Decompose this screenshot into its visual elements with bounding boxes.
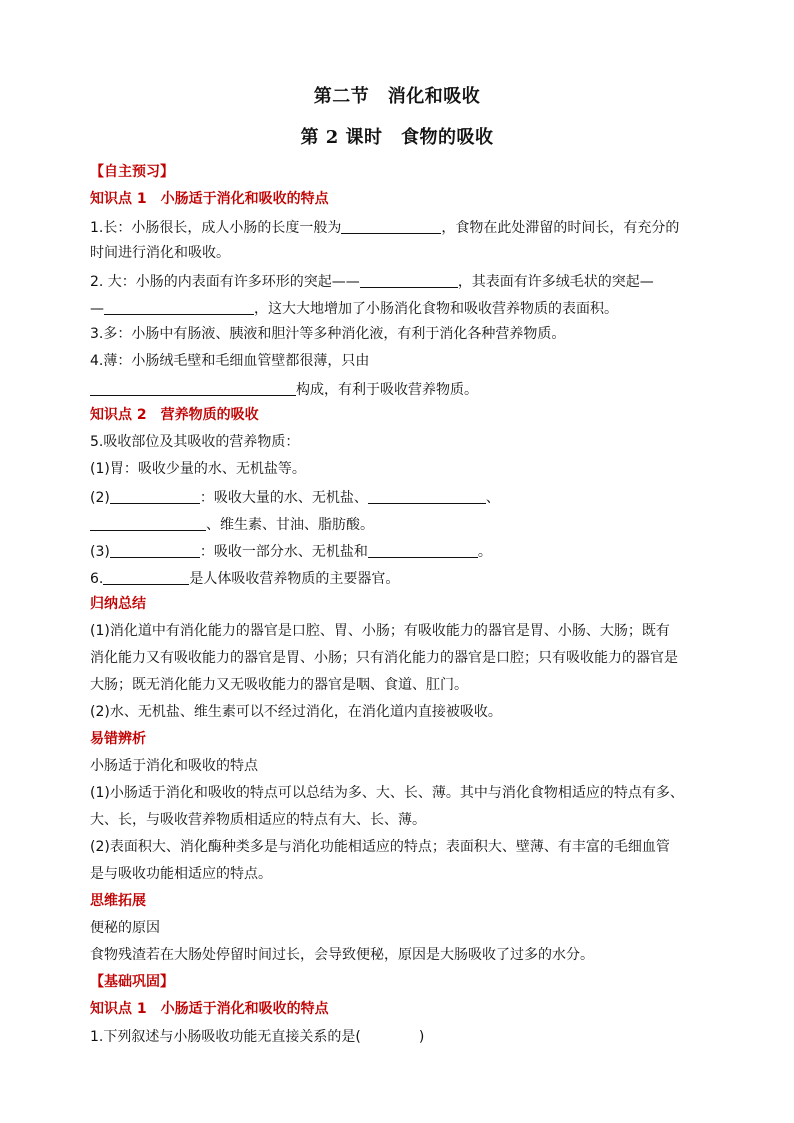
question-2-text-a: 2. 大：小肠的内表面有许多环形的突起—— [90, 274, 360, 290]
question-2-dash: — [90, 301, 104, 317]
answer-blank[interactable] [341, 219, 441, 234]
expand-body: 食物残渣若在大肠处停留时间过长，会导致便秘，原因是大肠吸收了过多的水分。 [90, 947, 594, 963]
section-title: 第二节 消化和吸收 [313, 86, 481, 107]
mistakes-2-continued: 是与吸收功能相适应的特点。 [90, 866, 272, 882]
question-4: 4.薄：小肠绒毛壁和毛细血管壁都很薄，只由 [90, 353, 370, 369]
answer-blank[interactable] [110, 489, 200, 504]
answer-blank[interactable] [104, 300, 254, 315]
question-2-continued [90, 300, 618, 316]
answer-blank[interactable] [368, 543, 478, 558]
question-5-part-1: (1)胃：吸收少量的水、无机盐等。 [90, 461, 306, 477]
question-5-part-2-label: (2) [90, 490, 110, 506]
question-1 [90, 219, 679, 235]
question-5-part-3-text-b: ：吸收一部分水、无机盐和 [199, 544, 368, 560]
question-1-text-a: 1.长：小肠很长，成人小肠的长度一般为 [90, 220, 342, 236]
question-5: 5.吸收部位及其吸收的营养物质： [90, 434, 300, 450]
mistakes-topic: 小肠适于消化和吸收的特点 [90, 758, 258, 774]
summary-2: (2)水、无机盐、维生素可以不经过消化，在消化道内直接被吸收。 [90, 704, 502, 720]
answer-blank[interactable] [90, 516, 206, 531]
question-5-part-2-text-b: ：吸收大量的水、无机盐、 [199, 490, 368, 506]
mistakes-1-continued: 大、长，与吸收营养物质相适应的特点有大、长、薄。 [90, 812, 426, 828]
question-6-label: 6. [90, 571, 104, 587]
question-5-part-3-label: (3) [90, 544, 110, 560]
question-3: 3.多：小肠中有肠液、胰液和胆汁等多种消化液，有利于消化各种营养物质。 [90, 326, 566, 342]
answer-blank[interactable] [110, 543, 200, 558]
question-2-text-d: ，这大大地增加了小肠消化食物和吸收营养物质的表面积。 [254, 301, 618, 317]
answer-blank[interactable] [103, 570, 189, 585]
expand-heading: 思维拓展 [90, 893, 146, 909]
question-5-part-2 [90, 489, 500, 505]
question-4-text-b: 构成，有利于吸收营养物质。 [296, 382, 478, 398]
lesson-title: 第 2 课时 食物的吸收 [300, 127, 494, 148]
basic-question-1 [90, 1030, 424, 1044]
summary-heading: 归纳总结 [90, 596, 146, 612]
question-5-part-2-text-d: 、维生素、甘油、脂肪酸。 [206, 517, 374, 533]
question-5-part-3 [90, 543, 492, 559]
knowledge-point-1-heading: 知识点 1 小肠适于消化和吸收的特点 [90, 191, 329, 207]
question-6 [90, 570, 399, 586]
question-1-text-b: ，食物在此处滞留的时间长，有充分的 [441, 220, 680, 236]
expand-topic: 便秘的原因 [90, 920, 160, 936]
question-2-text-b: ，其表面有许多绒毛状的突起— [457, 274, 654, 290]
question-1-continued: 时间进行消化和吸收。 [90, 245, 230, 261]
question-2 [90, 273, 654, 289]
question-5-part-3-text-c: 。 [477, 544, 492, 560]
question-4-continued [90, 381, 478, 397]
basic-question-1-text: 1.下列叙述与小肠吸收功能无直接关系的是( [90, 1029, 361, 1045]
summary-1-continued: 消化能力又有吸收能力的器官是胃、小肠；只有消化能力的器官是口腔；只有吸收能力的器官是 [90, 650, 678, 666]
summary-1: (1)消化道中有消化能力的器官是口腔、胃、小肠；有吸收能力的器官是胃、小肠、大肠；既有 [90, 623, 670, 639]
mistakes-heading: 易错辨析 [90, 731, 146, 747]
mistakes-2: (2)表面积大、消化酶种类多是与消化功能相适应的特点；表面积大、壁薄、有丰富的毛细血管 [90, 839, 670, 855]
mistakes-1: (1)小肠适于消化和吸收的特点可以总结为多、大、长、薄。其中与消化食物相适应的特点有多、 [90, 785, 684, 801]
question-6-text-b: 是人体吸收营养物质的主要器官。 [189, 571, 400, 587]
summary-1-continued-2: 大肠；既无消化能力又无吸收能力的器官是咽、食道、肛门。 [90, 677, 468, 693]
knowledge-point-2-heading: 知识点 2 营养物质的吸收 [90, 407, 259, 423]
answer-blank[interactable] [360, 273, 458, 288]
question-5-part-2-text-c: 、 [485, 490, 500, 506]
self-preview-heading: 【自主预习】 [90, 164, 174, 180]
basic-question-1-close: ) [418, 1029, 425, 1045]
answer-blank[interactable] [90, 381, 296, 396]
basics-heading: 【基础巩固】 [90, 974, 174, 990]
knowledge-point-1-heading-repeat: 知识点 1 小肠适于消化和吸收的特点 [90, 1001, 329, 1017]
question-5-part-2-continued [90, 516, 374, 532]
answer-blank[interactable] [368, 489, 486, 504]
